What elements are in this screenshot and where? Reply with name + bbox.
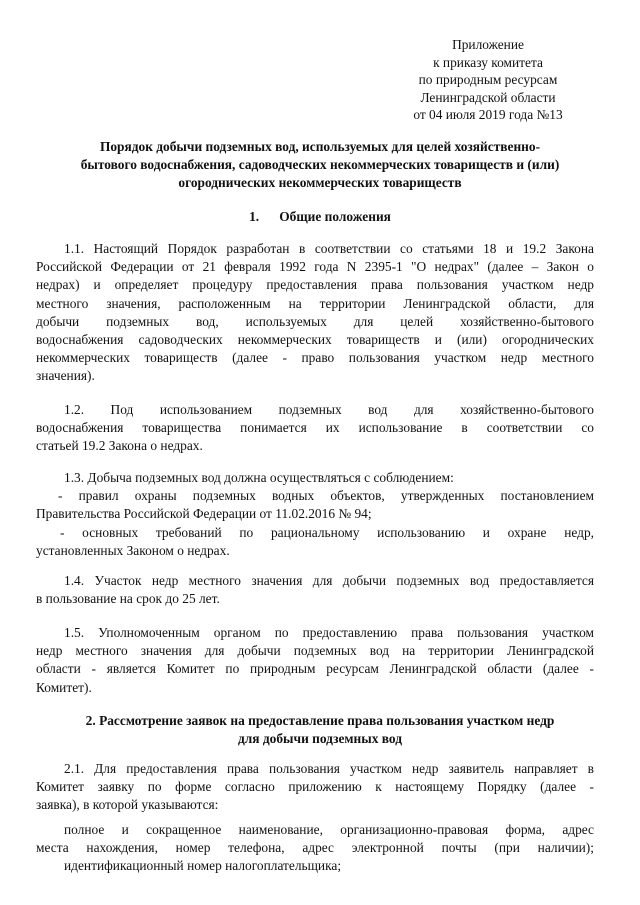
section-1-heading: [40, 208, 600, 226]
paragraph-line: значения).: [36, 368, 95, 384]
paragraph-line: - правил охраны подземных водных объектов, утвержденных постановлением: [58, 488, 594, 504]
paragraph-line: водоснабжения садоводческих некоммерческих товариществ и (или) огороднических: [36, 332, 594, 348]
paragraph-line: Российской Федерации от 21 февраля 1992 года N 2395-1 "О недрах" (далее – Закон о: [36, 259, 594, 275]
paragraph-line: в пользование на срок до 25 лет.: [36, 591, 220, 607]
title-line: Порядок добычи подземных вод, используемых для целей хозяйственно-: [99, 139, 541, 154]
paragraph-line: установленных Законом о недрах.: [36, 542, 230, 558]
paragraph-1-3: [36, 469, 594, 560]
section-2-heading: [40, 712, 600, 748]
paragraph-1-5: [36, 624, 594, 697]
appendix-line: Приложение: [452, 37, 524, 52]
paragraph-1-1: [36, 240, 594, 386]
paragraph-line: статьей 19.2 Закона о недрах.: [36, 438, 203, 454]
paragraph-line: недр местного значения для добычи подземных вод на территории Ленинградской: [36, 643, 594, 659]
paragraph-line: Комитет заявку по форме согласно приложению к настоящему Порядку (далее -: [36, 779, 594, 795]
paragraph-line: идентификационный номер налогоплательщика;: [64, 858, 342, 874]
paragraph-line: добычи подземных вод, используемых для целей хозяйственно-бытового: [36, 313, 594, 329]
paragraph-line: Комитет).: [36, 679, 92, 695]
appendix-block: [388, 36, 588, 124]
paragraph-line: некоммерческих товариществ (далее - право пользования участком недр местного: [36, 350, 594, 366]
paragraph-2-1: [36, 760, 594, 815]
paragraph-line: места нахождения, номер телефона, адрес электронной почты (при наличии);: [36, 840, 594, 856]
paragraph-line: местного значения, расположенным на территории Ленинградской области, для: [36, 295, 594, 311]
paragraph-line: водоснабжения товарищества понимается их использование в соответствии со: [36, 420, 594, 436]
paragraph-line: 2.1. Для предоставления права пользования участком недр заявитель направляет в: [64, 761, 594, 776]
appendix-line: Ленинградской области: [420, 89, 556, 105]
section-2-heading-line: 2. Рассмотрение заявок на предоставление права пользования участком недр: [85, 713, 555, 728]
appendix-line: по природным ресурсам: [418, 72, 558, 87]
title-line: бытового водоснабжения, садоводческих некоммерческих товариществ и (или): [80, 157, 560, 172]
paragraph-1-4: [36, 572, 594, 608]
paragraph-line: недрах) и определяет процедуру предоставления права пользования участком недр: [36, 277, 594, 293]
paragraph-line: 1.3. Добыча подземных вод должна осуществляться с соблюдением:: [64, 470, 454, 485]
paragraph-line: 1.5. Уполномоченным органом по предоставлению права пользования участком: [64, 625, 594, 640]
paragraph-line: 1.1. Настоящий Порядок разработан в соответствии со статьями 18 и 19.2 Закона: [64, 241, 594, 256]
paragraph-line: заявка), в которой указываются:: [36, 797, 219, 813]
paragraph-line: полное и сокращенное наименование, организационно-правовая форма, адрес: [64, 822, 594, 837]
section-1-heading-text: 1. Общие положения: [249, 209, 391, 224]
paragraph-line: 1.2. Под использованием подземных вод для хозяйственно-бытового: [64, 402, 594, 417]
appendix-line: от 04 июля 2019 года №13: [413, 107, 563, 122]
paragraph-line: Правительства Российской Федерации от 11.02.2016 № 94;: [36, 506, 372, 522]
title-line: огороднических некоммерческих товариществ: [178, 175, 462, 190]
paragraph-line: 1.4. Участок недр местного значения для добычи подземных вод предоставляется: [64, 573, 594, 588]
section-2-heading-line: для добычи подземных вод: [238, 731, 402, 746]
paragraph-1-2: [36, 401, 594, 456]
document-title: [40, 138, 600, 192]
paragraph-line: области - является Комитет по природным ресурсам Ленинградской области (далее -: [36, 661, 594, 677]
paragraph-line: - основных требований по рациональному использованию и охране недр,: [60, 524, 594, 540]
appendix-line: к приказу комитета: [433, 54, 543, 70]
paragraph-2-1-list: [36, 821, 594, 876]
